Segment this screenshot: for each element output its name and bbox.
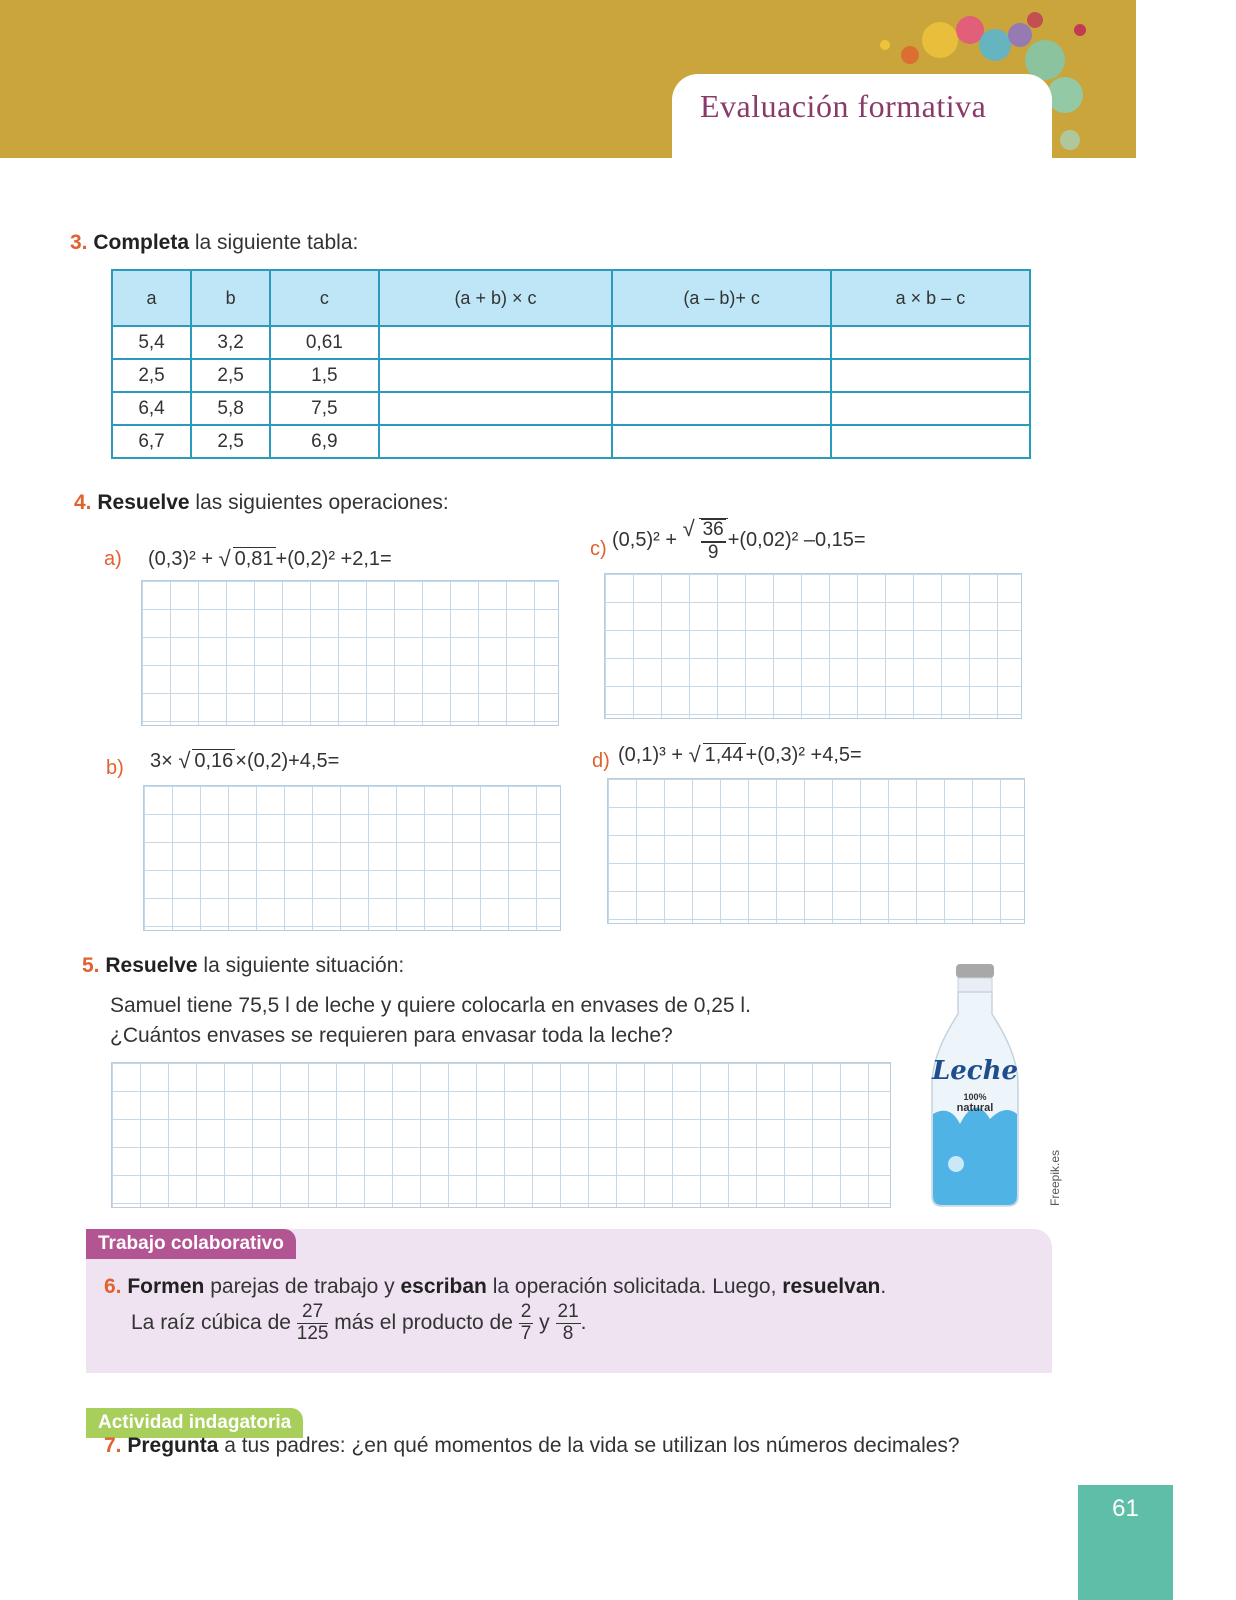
collaborative-tag: Trabajo colaborativo [86,1229,296,1259]
page-title: Evaluación formativa [700,88,987,124]
answer-cell[interactable] [612,326,831,359]
image-credit: Freepik.es [1048,1149,1062,1206]
question-3-prompt [70,231,358,255]
bottle-subtitle-2: natural [956,1102,994,1114]
answer-cell[interactable] [379,359,613,392]
answer-cell[interactable] [831,359,1030,392]
question-text: la siguiente situación: [197,954,405,977]
question-7-prompt [104,1434,960,1458]
table-cell: 1,5 [270,359,378,392]
question-verb: Completa [93,231,190,254]
table-cell: 5,8 [191,392,270,425]
problem-line-1: Samuel tiene 75,5 l de leche y quiere colocarla en envases de 0,25 l. [110,994,751,1017]
answer-cell[interactable] [379,425,613,458]
fraction: $\frac{21}{8}$ [557,1301,579,1344]
fraction: $\frac{2}{7}$ [520,1301,532,1344]
column-header: c [270,270,378,326]
table-row [112,392,1030,425]
fraction: $\frac{27}{125}$ [296,1301,329,1344]
answer-cell[interactable] [831,392,1030,425]
table-cell: 6,7 [112,425,191,458]
question-number: 5. [82,954,100,977]
table-cell: 6,4 [112,392,191,425]
work-grid-a[interactable] [141,580,559,726]
operation-d-label: d) [592,750,610,772]
answer-cell[interactable] [612,392,831,425]
question-text: a tus padres: ¿en qué momentos de la vida se utilizan los números decimales? [218,1434,960,1457]
question-number: 7. [104,1434,122,1457]
question-text: la siguiente tabla: [189,231,359,254]
answer-cell[interactable] [831,326,1030,359]
page-number: 61 [1078,1485,1173,1600]
question-number: 6. [104,1275,122,1298]
operation-a-label: a) [104,548,122,570]
column-header: (a – b)+ c [612,270,831,326]
table-cell: 3,2 [191,326,270,359]
question-verb: Resuelve [97,491,190,514]
square-root: √ 0,81 [219,548,276,571]
column-header: a [112,270,191,326]
values-table [111,269,1031,459]
question-number: 4. [74,491,92,514]
column-header: (a + b) × c [379,270,613,326]
operation-c-label: c) [590,538,607,560]
table-row [112,425,1030,458]
table-row [112,326,1030,359]
column-header: a × b – c [831,270,1030,326]
answer-cell[interactable] [612,359,831,392]
operation-b-expression: 3× √ 0,16 ×(0,2)+4,5= [150,750,339,773]
operation-c-expression: (0,5)² + √ $\frac{36}{9}$ +(0,02)² –0,15= [612,518,866,564]
answer-cell[interactable] [379,392,613,425]
table-cell: 2,5 [191,359,270,392]
table-cell: 7,5 [270,392,378,425]
table-cell: 2,5 [191,425,270,458]
question-text: las siguientes operaciones: [189,491,449,514]
question-6-statement: La raíz cúbica de $\frac{27}{125}$ más el producto de $\frac{2}{7}$ y $\frac{21}{8}$ . [131,1301,587,1344]
answer-cell[interactable] [379,326,613,359]
table-cell: 2,5 [112,359,191,392]
bottle-label: Leche [931,1056,1019,1086]
operation-d-expression: (0,1)³ + √ 1,44 +(0,3)² +4,5= [618,744,862,767]
question-5-prompt [82,954,404,978]
square-root: √ $\frac{36}{9}$ [683,518,728,564]
work-grid-d[interactable] [607,778,1025,924]
question-4-prompt [74,491,449,515]
question-verb: Pregunta [127,1434,219,1457]
work-grid-c[interactable] [604,573,1022,719]
table-cell: 6,9 [270,425,378,458]
answer-cell[interactable] [831,425,1030,458]
table-cell: 5,4 [112,326,191,359]
table-cell: 0,61 [270,326,378,359]
question-6-prompt: 6. Formen parejas de trabajo y escriban la operación solicitada. Luego, resuelvan. [104,1275,887,1298]
operation-a-expression: (0,3)² + √ 0,81 +(0,2)² +2,1= [148,548,392,571]
square-root: √ 0,16 [178,750,235,773]
question-verb: Resuelve [105,954,198,977]
table-header-row [112,270,1030,326]
problem-line-2: ¿Cuántos envases se requieren para envasar toda la leche? [110,1024,673,1047]
inquiry-tag: Actividad indagatoria [86,1408,303,1438]
square-root: √ 1,44 [689,744,746,767]
answer-cell[interactable] [612,425,831,458]
column-header: b [191,270,270,326]
operation-b-label: b) [106,757,124,779]
bottle-subtitle-1: 100% [963,1092,987,1102]
work-grid-q5[interactable] [111,1062,891,1208]
work-grid-b[interactable] [143,785,561,931]
milk-bottle-image [930,964,1020,1209]
question-number: 3. [70,231,88,254]
table-row [112,359,1030,392]
